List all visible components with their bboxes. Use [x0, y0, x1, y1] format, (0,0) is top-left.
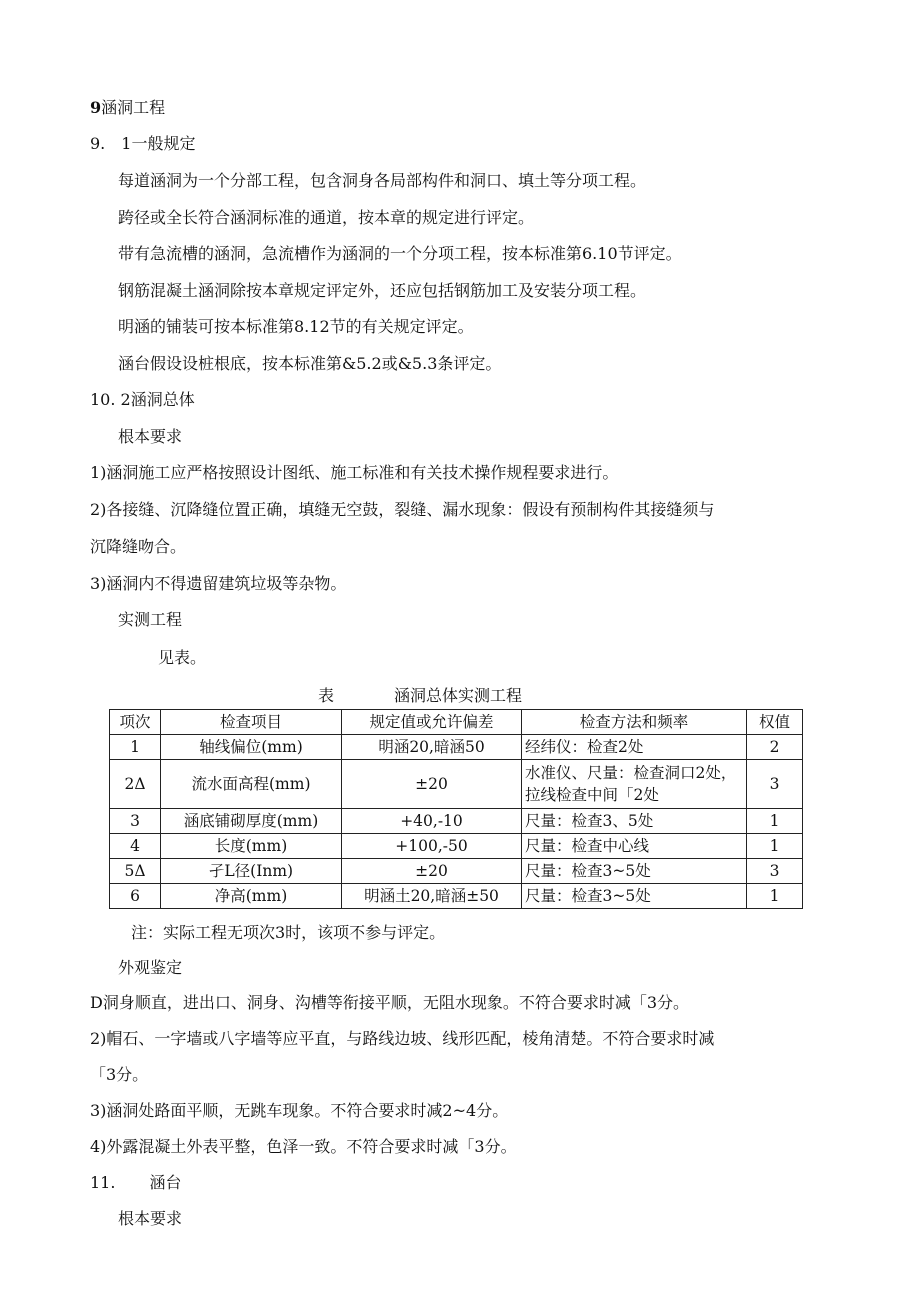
appearance-item: 3)涵洞处路面平顺，无跳车现象。不符合要求时减2~4分。: [90, 1101, 509, 1120]
section-heading-general: 9. 1一般规定: [90, 134, 196, 153]
cell-weight: 3: [747, 760, 803, 809]
section-heading-abutment: [90, 1173, 181, 1193]
cell-check-item: 长度(mm): [161, 834, 342, 859]
chapter-title: 涵洞工程: [101, 98, 166, 117]
appearance-item-continued: 「3分。: [90, 1065, 149, 1084]
cell-check-item: 涵底铺砌厚度(mm): [161, 809, 342, 834]
general-item: 每道涵洞为一个分部工程，包含洞身各局部构件和洞口、填土等分项工程。: [118, 171, 647, 190]
cell-check-item: 轴线偏位(mm): [161, 735, 342, 760]
basic-requirements-label-2: 根本要求: [118, 1209, 183, 1228]
cell-tolerance: ±20: [342, 760, 522, 809]
cell-method: 尺量：检查3~5处: [522, 859, 747, 884]
chapter-heading: [90, 98, 165, 118]
appearance-label: 外观鉴定: [118, 958, 183, 977]
requirement-item-continued: 沉降缝吻合。: [90, 537, 187, 556]
section-number: 11.: [90, 1173, 116, 1192]
cell-weight: 1: [747, 834, 803, 859]
chapter-number: 9: [90, 98, 102, 117]
section-title: 涵台: [149, 1173, 182, 1192]
cell-weight: 2: [747, 735, 803, 760]
cell-method: 水准仪、尺量：检查洞口2处，拉线检查中间「2处: [522, 760, 747, 809]
cell-tolerance: +100,-50: [342, 834, 522, 859]
general-item: 带有急流槽的涵洞，急流槽作为涵洞的一个分项工程，按本标准第6.10节评定。: [118, 244, 682, 263]
cell-tolerance: +40,-10: [342, 809, 522, 834]
cell-weight: 1: [747, 809, 803, 834]
cell-item-no: 4: [110, 834, 161, 859]
general-item: 明涵的铺装可按本标准第8.12节的有关规定评定。: [118, 317, 474, 336]
requirement-item: 1)涵洞施工应严格按照设计图纸、施工标准和有关技术操作规程要求进行。: [90, 463, 619, 482]
table-row: [110, 859, 803, 884]
table-row: [110, 735, 803, 760]
table-caption-prefix: 表: [318, 686, 335, 705]
inspection-table: [109, 709, 803, 909]
cell-check-item: 流水面高程(mm): [161, 760, 342, 809]
cell-item-no: 6: [110, 884, 161, 909]
appearance-item: 4)外露混凝土外表平整，色泽一致。不符合要求时减「3分。: [90, 1137, 517, 1156]
cell-weight: 1: [747, 884, 803, 909]
header-method: 检查方法和频率: [522, 710, 747, 735]
header-item-no: 项次: [110, 710, 161, 735]
table-row: [110, 760, 803, 809]
requirement-item: 2)各接缝、沉降缝位置正确，填缝无空鼓，裂缝、漏水现象：假设有预制构件其接缝须与: [90, 500, 715, 519]
cell-method: 尺量：检查3、5处: [522, 809, 747, 834]
general-item: 跨径或全长符合涵洞标准的通道，按本章的规定进行评定。: [118, 208, 535, 227]
header-tolerance: 规定值或允许偏差: [342, 710, 522, 735]
cell-item-no: 3: [110, 809, 161, 834]
cell-method: 尺量：检查中心线: [522, 834, 747, 859]
cell-tolerance: 明涵20,暗涵50: [342, 735, 522, 760]
cell-tolerance: ±20: [342, 859, 522, 884]
table-row: [110, 884, 803, 909]
table-header-row: [110, 710, 803, 735]
table-row: [110, 834, 803, 859]
cell-check-item: 净高(mm): [161, 884, 342, 909]
section-heading-overall: 10. 2涵洞总体: [90, 390, 195, 409]
requirement-item: 3)涵洞内不得遗留建筑垃圾等杂物。: [90, 574, 347, 593]
table-caption: [318, 686, 522, 706]
cell-method: 经纬仪：检查2处: [522, 735, 747, 760]
table-caption-title: 涵洞总体实测工程: [394, 686, 523, 705]
cell-check-item: 孑L径(Inm): [161, 859, 342, 884]
header-check-item: 检查项目: [161, 710, 342, 735]
cell-weight: 3: [747, 859, 803, 884]
cell-tolerance: 明涵土20,暗涵±50: [342, 884, 522, 909]
table-note: 注：实际工程无项次3时，该项不参与评定。: [131, 923, 446, 942]
cell-method: 尺量：检查3~5处: [522, 884, 747, 909]
table-row: [110, 809, 803, 834]
general-item: 涵台假设设桩根底，按本标准第&5.2或&5.3条评定。: [118, 354, 502, 373]
cell-item-no: 5Δ: [110, 859, 161, 884]
general-item: 钢筋混凝土涵洞除按本章规定评定外，还应包括钢筋加工及安装分项工程。: [118, 281, 647, 300]
cell-item-no: 2Δ: [110, 760, 161, 809]
measured-items-label: 实测工程: [118, 610, 183, 629]
appearance-item: D洞身顺直，进出口、洞身、沟槽等衔接平顺，无阻水现象。不符合要求时减「3分。: [90, 993, 690, 1012]
cell-item-no: 1: [110, 735, 161, 760]
basic-requirements-label: 根本要求: [118, 427, 183, 446]
see-table-note: 见表。: [158, 648, 207, 667]
header-weight: 权值: [747, 710, 803, 735]
appearance-item: 2)帽石、一字墙或八字墙等应平直，与路线边坡、线形匹配，棱角清楚。不符合要求时减: [90, 1029, 715, 1048]
